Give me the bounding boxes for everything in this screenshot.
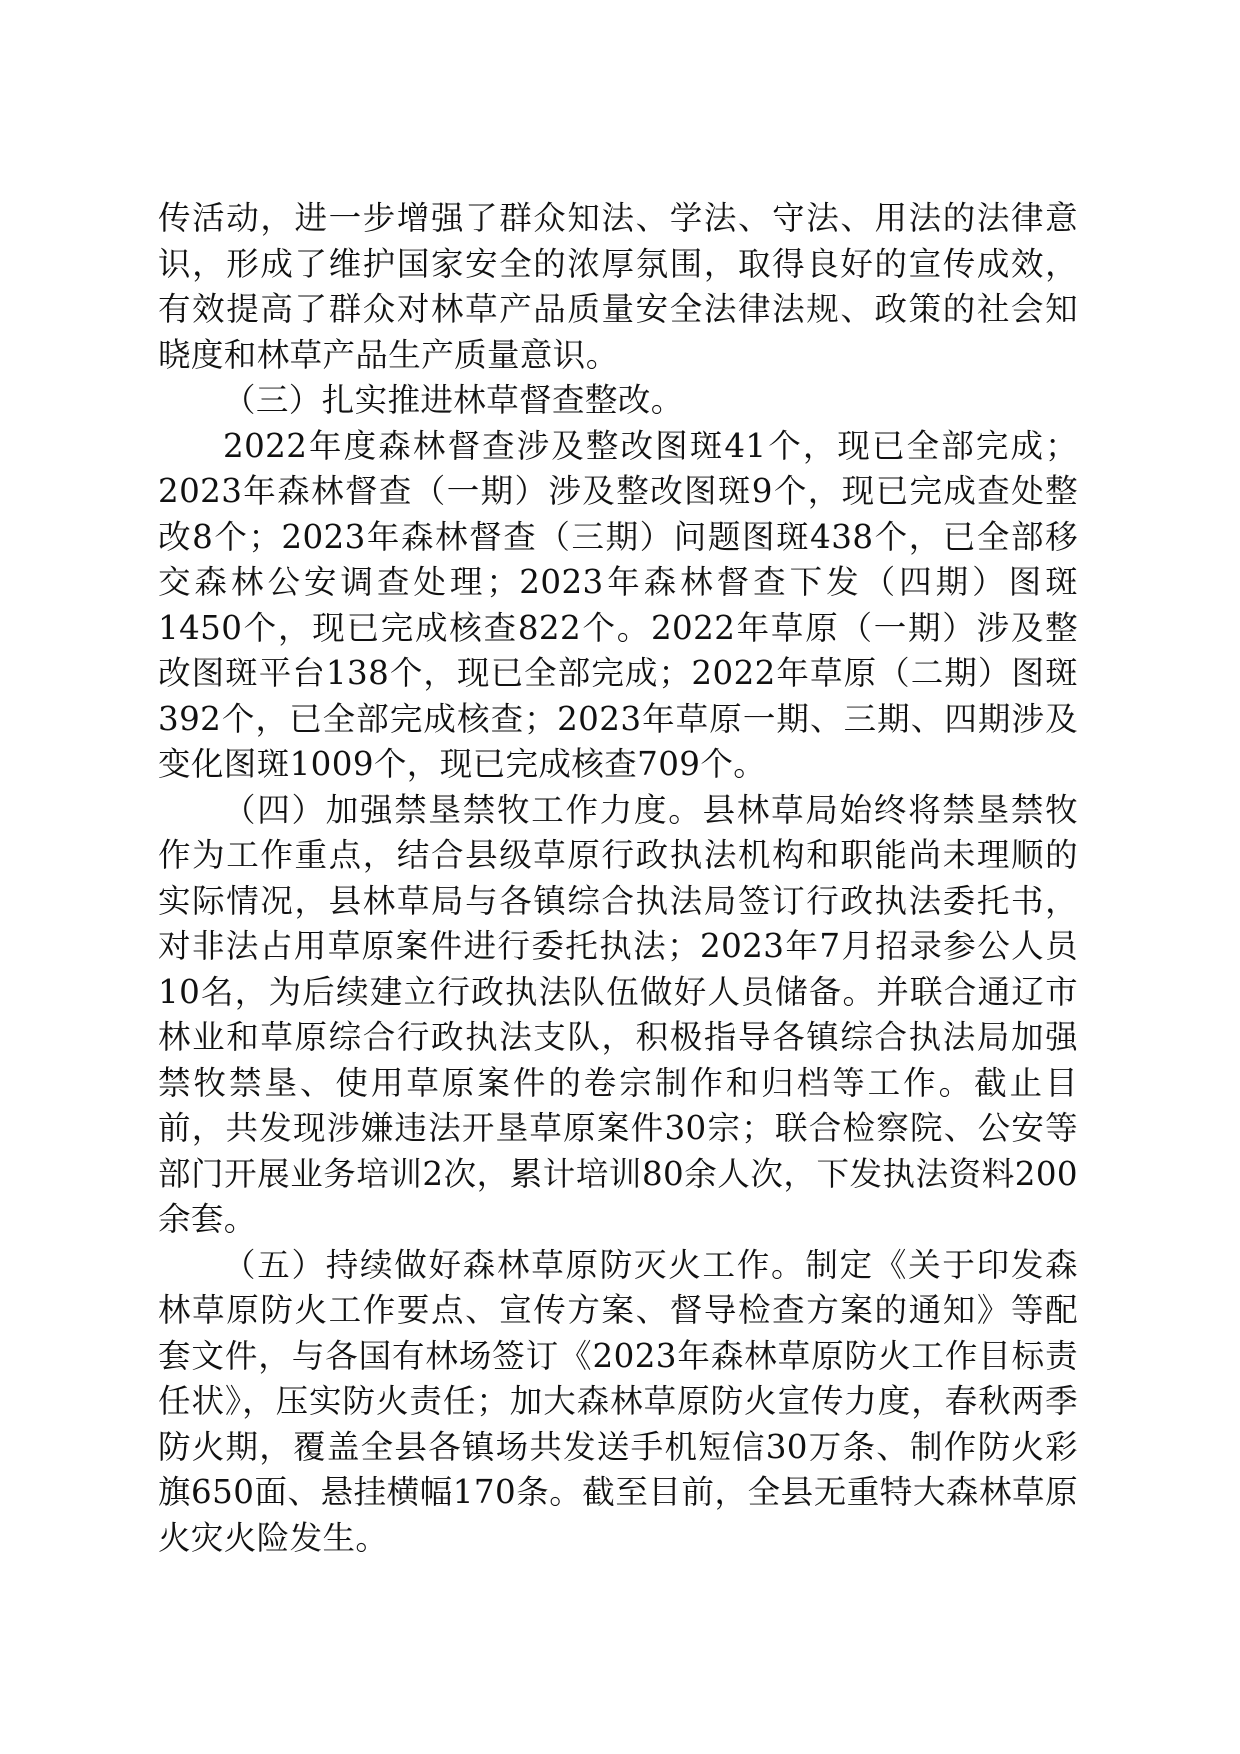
paragraph-continuation <box>158 196 1078 378</box>
section-4-body: 县林草局始终将禁垦禁牧作为工作重点，结合县级草原行政执法机构和职能尚未理顺的实际情况，县林草局与各镇综合执法局签订行政执法委托书，对非法占用草原案件进行委托执法；2023年7月招录参公人员10名，为后续建立行政执法队伍做好人员储备。并联合通辽市林业和草原综合行政执法支队，积极指导各镇综合执法局加强禁牧禁垦、使用草原案件的卷宗制作和归档等工作。截止目前，共发现涉嫌违法开垦草原案件30宗；联合检察院、公安等部门开展业务培训2次，累计培训80余人次，下发执法资料200余套。 <box>158 790 1078 1238</box>
section-5-body: 制定《关于印发森林草原防火工作要点、宣传方案、督导检查方案的通知》等配套文件，与各国有林场签订《2023年森林草原防火工作目标责任状》，压实防火责任；加大森林草原防火宣传力度，春秋两季防火期，覆盖全县各镇场共发送手机短信30万条、制作防火彩旗650面、悬挂横幅170条。截至目前，全县无重特大森林草原火灾火险发生。 <box>158 1245 1078 1557</box>
section-3-body-paragraph <box>158 424 1078 788</box>
paragraph-text: 传活动，进一步增强了群众知法、学法、守法、用法的法律意识，形成了维护国家安全的浓厚氛围，取得良好的宣传成效，有效提高了群众对林草产品质量安全法律法规、政策的社会知晓度和林草产品生产质量意识。 <box>158 199 1078 374</box>
section-3-body: 2022年度森林督查涉及整改图斑41个，现已全部完成；2023年森林督查（一期）涉及整改图斑9个，现已完成查处整改8个；2023年森林督查（三期）问题图斑438个，已全部移交森林公安调查处理；2023年森林督查下发（四期）图斑1450个，现已完成核查822个。2022年草原（一期）涉及整改图斑平台138个，现已全部完成；2022年草原（二期）图斑392个，已全部完成核查；2023年草原一期、三期、四期涉及变化图斑1009个，现已完成核查709个。 <box>158 426 1078 783</box>
section-4-heading: （四）加强禁垦禁牧工作力度。 <box>223 790 703 829</box>
document-page <box>158 196 1078 1561</box>
section-5-paragraph <box>158 1243 1078 1562</box>
section-4-paragraph <box>158 788 1078 1243</box>
section-3-heading: （三）扎实推进林草督查整改。 <box>223 381 684 419</box>
section-3-heading-paragraph <box>158 378 1078 424</box>
section-5-heading: （五）持续做好森林草原防灭火工作。 <box>223 1245 806 1284</box>
